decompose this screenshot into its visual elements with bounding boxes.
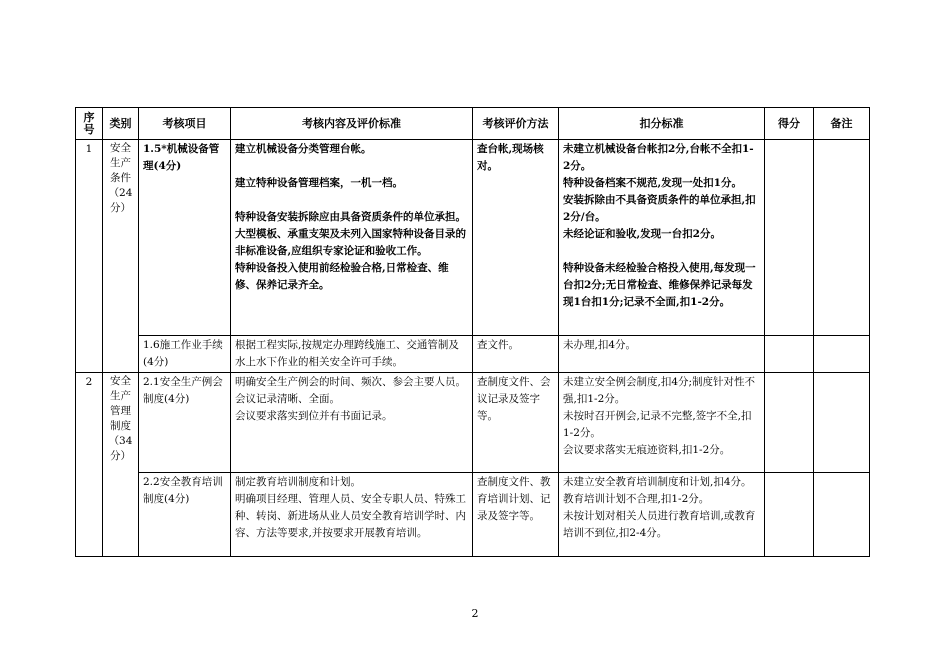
header-seq: 序 号 xyxy=(76,108,103,140)
row-score[interactable] xyxy=(765,336,814,373)
row-content: 制定教育培训制度和计划。 明确项目经理、管理人员、安全专职人员、特殊工种、转岗、新进场从业人员安全教育培训学时、内容、方法等要求,并按要求开展教育培训。 xyxy=(231,473,473,557)
row-item: 1.6施工作业手续(4分) xyxy=(139,336,231,373)
header-item: 考核项目 xyxy=(139,108,231,140)
row-remark[interactable] xyxy=(814,336,870,373)
table-row xyxy=(76,373,870,473)
row-item: 1.5*机械设备管理(4分) xyxy=(139,140,231,336)
header-score: 得分 xyxy=(765,108,814,140)
table-row xyxy=(76,473,870,557)
row-deduction: 未建立安全教育培训制度和计划,扣4分。 教育培训计划不合理,扣1-2分。 未按计划对相关人员进行教育培训,或教育培训不到位,扣2-4分。 xyxy=(559,473,765,557)
row-remark[interactable] xyxy=(814,373,870,473)
assessment-table xyxy=(75,107,870,557)
header-deduction: 扣分标准 xyxy=(559,108,765,140)
row-category: 安全 生产 条件 （24 分） xyxy=(103,140,139,373)
row-method: 查制度文件、教育培训计划、记录及签字等。 xyxy=(473,473,559,557)
row-remark[interactable] xyxy=(814,140,870,336)
row-content: 建立机械设备分类管理台帐。 建立特种设备管理档案，一机一档。 特种设备安装拆除应由具备资质条件的单位承担。 大型模板、承重支架及未列入国家特种设备目录的非标准设备,应组织专家论证和验收工作。 特种设备投入使用前经检验合格,日常检查、维修、保养记录齐全。 xyxy=(231,140,473,336)
table-row xyxy=(76,336,870,373)
header-remark: 备注 xyxy=(814,108,870,140)
row-remark[interactable] xyxy=(814,473,870,557)
row-category: 安全 生产 管理 制度 （34 分） xyxy=(103,373,139,557)
header-content: 考核内容及评价标准 xyxy=(231,108,473,140)
page-number: 2 xyxy=(471,607,479,620)
table-row xyxy=(76,140,870,336)
row-method: 查台帐,现场核对。 xyxy=(473,140,559,336)
row-score[interactable] xyxy=(765,373,814,473)
row-method: 查制度文件、会议记录及签字等。 xyxy=(473,373,559,473)
header-category: 类别 xyxy=(103,108,139,140)
row-deduction: 未建立机械设备台帐扣2分,台帐不全扣1-2分。 特种设备档案不规范,发现一处扣1分。 安装拆除由不具备资质条件的单位承担,扣2分/台。 未经论证和验收,发现一台扣2分。 特种设备未经检验合格投入使用,每发现一台扣2分;无日常检查、维修保养记录每发现1台扣1分;记录不全面,扣1-2分。 xyxy=(559,140,765,336)
row-seq: 1 xyxy=(76,140,103,373)
header-row xyxy=(76,108,870,140)
row-content: 根据工程实际,按规定办理跨线施工、交通管制及水上水下作业的相关安全许可手续。 xyxy=(231,336,473,373)
header-method: 考核评价方法 xyxy=(473,108,559,140)
row-item: 2.2安全教育培训制度(4分) xyxy=(139,473,231,557)
row-method: 查文件。 xyxy=(473,336,559,373)
row-content: 明确安全生产例会的时间、频次、参会主要人员。 会议记录清晰、全面。 会议要求落实到位并有书面记录。 xyxy=(231,373,473,473)
row-deduction: 未办理,扣4分。 xyxy=(559,336,765,373)
row-deduction: 未建立安全例会制度,扣4分;制度针对性不强,扣1-2分。 未按时召开例会,记录不完整,签字不全,扣1-2分。 会议要求落实无痕迹资料,扣1-2分。 xyxy=(559,373,765,473)
row-seq: 2 xyxy=(76,373,103,557)
row-item: 2.1安全生产例会制度(4分) xyxy=(139,373,231,473)
row-score[interactable] xyxy=(765,473,814,557)
row-score[interactable] xyxy=(765,140,814,336)
